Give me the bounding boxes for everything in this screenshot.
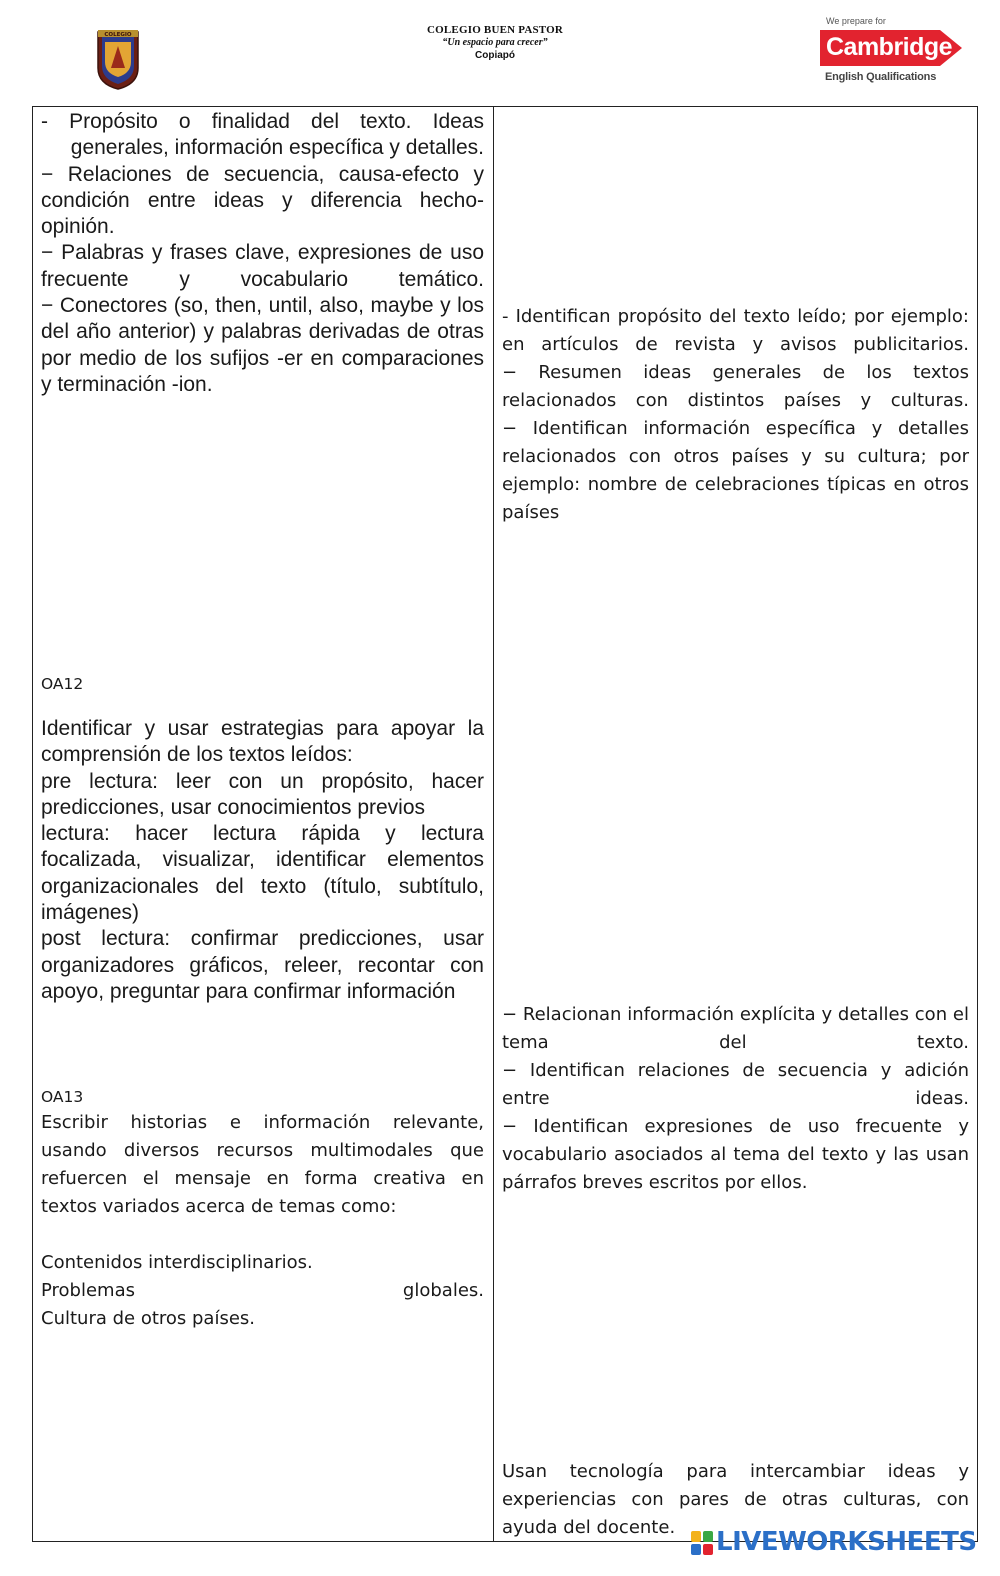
column-divider — [493, 107, 494, 1541]
indicator-item: − Identifican relaciones de secuencia y adición entre ideas. — [502, 1060, 969, 1109]
school-city: Copiapó — [475, 50, 515, 61]
school-header — [380, 24, 610, 61]
cambridge-tagline: We prepare for — [826, 16, 886, 26]
indicator-item: − Relacionan información explícita y detalles con el tema del texto. — [502, 1004, 969, 1053]
oa12-pre-reading: pre lectura: leer con un propósito, hacer predicciones, usar conocimientos previos — [41, 769, 484, 819]
content-item: − Conectores (so, then, until, also, maybe y los del año anterior) y palabras derivadas de otras por medio de los sufijos -er en comparaciones y terminación -ion. — [41, 294, 484, 396]
oa13-section — [41, 1109, 484, 1333]
cambridge-wordmark: Cambridge — [826, 33, 953, 61]
indicator-item: Usan tecnología para intercambiar ideas y experiencias con pares de otras culturas, con ayuda del docente. — [502, 1461, 969, 1538]
oa13-text: Escribir historias e información relevante, usando diversos recursos multimodales que refuercen el mensaje en forma creativa en textos variados acerca de temas como: — [41, 1112, 484, 1217]
oa12-section — [41, 716, 484, 1005]
school-name: COLEGIO BUEN PASTOR — [426, 24, 564, 36]
indicator-item: − Identifican información específica y detalles relacionados con otros países y su cultura; por ejemplo: nombre de celebraciones típicas en otros países — [502, 418, 969, 523]
content-item: - Propósito o finalidad del texto. Ideas generales, información específica y detalles. — [41, 110, 484, 160]
cambridge-subtitle: English Qualifications — [825, 71, 937, 83]
content-item: − Relaciones de secuencia, causa-efecto y condición entre ideas y diferencia hecho-opinión. — [41, 162, 484, 239]
school-motto: “Un espacio para crecer” — [442, 37, 548, 48]
oa13-label: OA13 — [41, 1088, 84, 1106]
indicator-item: − Resumen ideas generales de los textos relacionados con distintos países y culturas. — [502, 362, 969, 411]
crest-lettering: COLEGIO — [104, 32, 132, 38]
indicator-item: - Identifican propósito del texto leído; por ejemplo: en artículos de revista y avisos publicitarios. — [502, 306, 969, 355]
oa12-reading: lectura: hacer lectura rápida y lectura focalizada, visualizar, identificar elementos organizacionales del texto (título, subtítulo, imágenes) — [41, 822, 484, 925]
oa12-intro: Identificar y usar estrategias para apoyar la comprensión de los textos leídos: — [41, 717, 484, 767]
oa13-topic: Problemas globales. — [41, 1280, 484, 1301]
right-mid-indicators — [502, 1001, 969, 1197]
oa12-label: OA12 — [41, 675, 84, 693]
oa12-post-reading: post lectura: confirmar predicciones, usar organizadores gráficos, releer, recontar con apoyo, preguntar para confirmar información — [41, 927, 484, 1003]
school-crest-logo — [95, 28, 141, 90]
oa13-topic: Cultura de otros países. — [41, 1308, 256, 1329]
indicator-item: − Identifican expresiones de uso frecuente y vocabulario asociados al tema del texto y las usan párrafos breves escritos por ellos. — [502, 1116, 969, 1193]
cambridge-logo — [820, 16, 970, 88]
content-table — [32, 106, 978, 1542]
liveworksheets-text: LIVEWORKSHEETS — [716, 1527, 977, 1557]
liveworksheets-watermark — [690, 1527, 990, 1561]
oa13-topic: Contenidos interdisciplinarios. — [41, 1252, 313, 1273]
liveworksheets-logo-icon — [690, 1530, 714, 1556]
left-top-contents — [41, 109, 484, 398]
content-item: − Palabras y frases clave, expresiones de uso frecuente y vocabulario temático. — [41, 241, 484, 291]
right-top-indicators — [502, 303, 969, 527]
